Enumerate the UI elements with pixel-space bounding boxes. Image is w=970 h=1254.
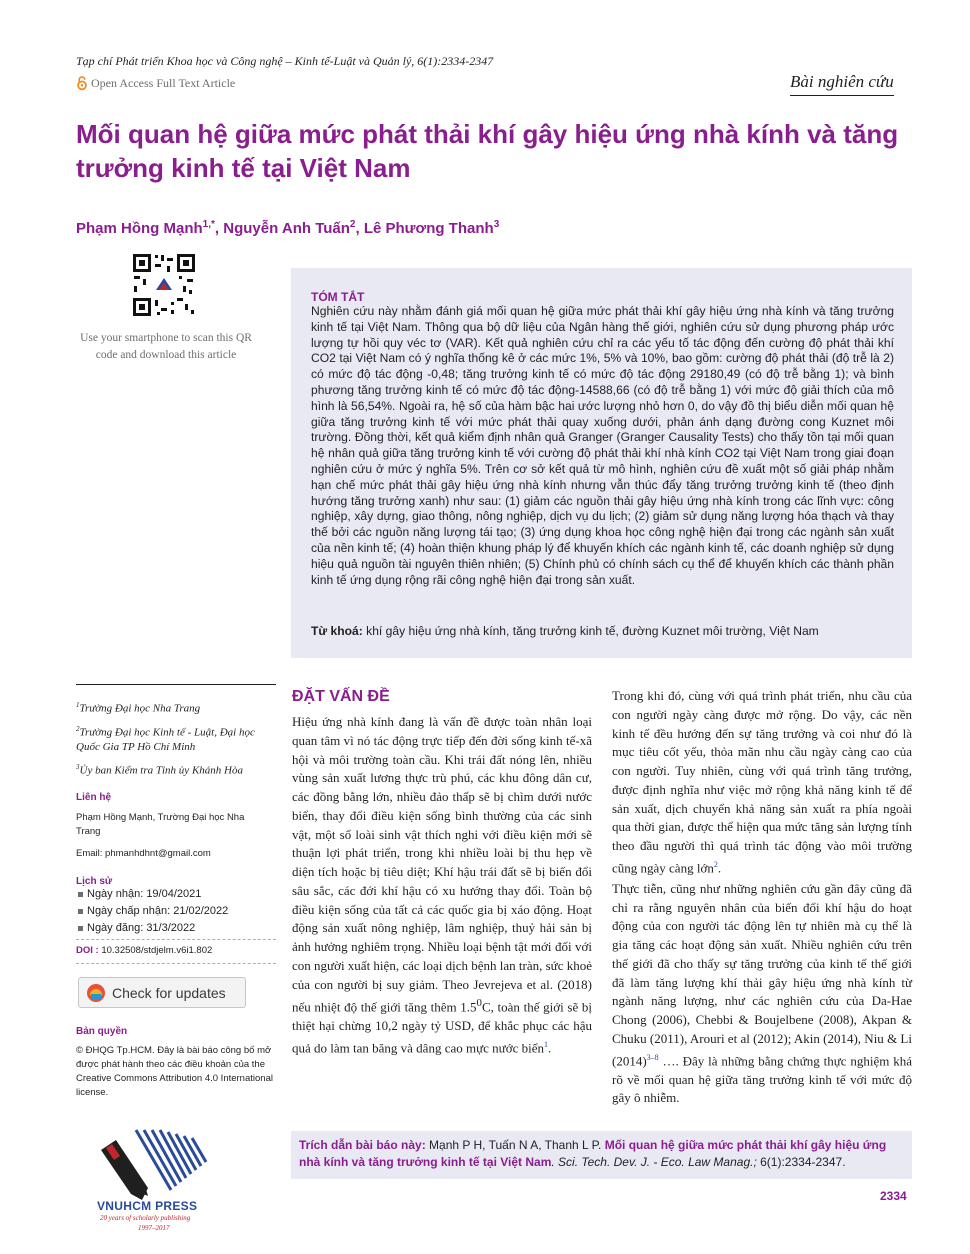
author-name: Lê Phương Thanh bbox=[363, 220, 494, 237]
sidebar-divider bbox=[76, 684, 276, 685]
article-title: Mối quan hệ giữa mức phát thải khí gây hiệu ứng nhà kính và tăng trưởng kinh tế tại Việt Nam bbox=[76, 119, 899, 183]
history-published bbox=[78, 920, 195, 936]
citation-article-title: Mối quan hệ giữa mức phát thải khí gây hiệu ứng nhà kính và tăng trưởng kinh tế tại Việt Nam bbox=[299, 1138, 887, 1169]
history-item: Ngày chấp nhận: 21/02/2022 bbox=[87, 905, 229, 917]
affiliation-text: Trường Đại học Kinh tế - Luật, Đại học Quốc Gia TP Hồ Chí Minh bbox=[76, 726, 255, 753]
keywords-label: Từ khoá: bbox=[311, 624, 363, 638]
affiliation-text: Trường Đại học Nha Trang bbox=[79, 702, 201, 715]
author-affiliation-mark: 1,* bbox=[202, 219, 215, 230]
bullet-icon bbox=[78, 892, 83, 897]
sidebar-dashed-divider bbox=[76, 963, 276, 964]
body-paragraph bbox=[612, 880, 912, 1108]
publisher-tagline: 20 years of scholarly publishing bbox=[100, 1214, 191, 1222]
body-column-right bbox=[612, 687, 912, 1108]
affiliation-1 bbox=[76, 698, 281, 716]
author-name: Phạm Hồng Mạnh bbox=[76, 220, 203, 237]
paragraph-text: . bbox=[717, 860, 722, 876]
author-separator: , bbox=[355, 220, 364, 237]
paragraph-text: …. Đây là những bằng chứng thực nghiệm khá rõ về mối quan hệ giữa tăng trưởng kinh tế với mức độ gây ô nhiễm. bbox=[612, 1052, 912, 1106]
degree-superscript: 0 bbox=[476, 997, 482, 1010]
reference-link[interactable]: 3–8 bbox=[646, 1052, 659, 1062]
article-type: Bài nghiên cứu bbox=[790, 72, 894, 96]
keywords bbox=[311, 623, 894, 639]
journal-citation-line: Tạp chí Phát triển Khoa học và Công nghệ – Kinh tế-Luật và Quản lý, 6(1):2334-2347 bbox=[76, 54, 494, 68]
citation-authors: Mạnh P H, Tuấn N A, Thanh L P. bbox=[425, 1138, 605, 1152]
doi-label: DOI : bbox=[76, 945, 99, 956]
publisher-years: 1997–2017 bbox=[138, 1224, 170, 1232]
contact-email[interactable]: Email: phmanhdhnt@gmail.com bbox=[76, 848, 211, 859]
page-number: 2334 bbox=[880, 1189, 907, 1203]
affiliation-2 bbox=[76, 722, 281, 754]
author-affiliation-mark: 3 bbox=[493, 219, 500, 230]
citation-label: Trích dẫn bài báo này: bbox=[299, 1138, 426, 1152]
doi-value[interactable]: 10.32508/stdjelm.v6i1.802 bbox=[101, 945, 213, 956]
copyright-text: © ĐHQG Tp.HCM. Đây là bài báo công bố mở được phát hành theo các điều khoản của the Creative Commons Attribution 4.0 International license. bbox=[76, 1045, 273, 1098]
citation-text bbox=[299, 1137, 906, 1171]
author-name: Nguyễn Anh Tuấn bbox=[223, 220, 350, 237]
check-for-updates-label: Check for updates bbox=[112, 984, 226, 1001]
contact-person: Phạm Hồng Mạnh, Trường Đại học Nha Trang bbox=[76, 812, 245, 837]
open-access-icon bbox=[76, 76, 88, 91]
author-affiliation-mark: 2 bbox=[349, 219, 356, 230]
section-heading: ĐẶT VẤN ĐỀ bbox=[292, 688, 390, 705]
citation-volume: 6(1):2334-2347. bbox=[756, 1155, 846, 1169]
paragraph-text: Thực tiễn, cũng như những nghiên cứu gần đây cũng đã chỉ ra rằng nguyên nhân của biến đổi khí hậu do hoạt động của con người tác động lên tự nhiên mà cụ thể là gia tăng các hoạt động sản xuất. Nhiều nghiên cứu trên thế giới đã cho thấy sự tăng trưởng của kinh tế thế giới đã làm tăng lượng khí thải gây hiệu ứng nhà kính từ ngành năng lượng, như các nghiên cứu của Da-Hae Chong (2006), Chebbi & Boujelbene (2008), Akpan & Chuku (2011), Arouri et al (2012); Akin (2014), Niu & Li (2014) bbox=[612, 880, 912, 1068]
open-access-label bbox=[76, 76, 235, 91]
publisher-name: VNUHCM PRESS bbox=[97, 1199, 198, 1213]
contact-heading: Liên hệ bbox=[76, 792, 112, 803]
history-accepted bbox=[78, 903, 228, 919]
author-separator: , bbox=[214, 220, 224, 237]
doi[interactable] bbox=[76, 945, 212, 956]
abstract-text: Nghiên cứu này nhằm đánh giá mối quan hệ giữa mức phát thải khí gây hiệu ứng nhà kính và tăng trưởng kinh tế tại Việt Nam. Thông qua bộ dữ liệu của Ngân hàng thế giới, nghiên cứu sử dụng phương pháp ước lượng tự hồi quy véc tơ (VAR). Kết quả nghiên cứu chỉ ra các yếu tố tác động đến cường độ phát thải khí CO2 tại Việt Nam có ý nghĩa thống kê ở các mức 1%, 5% và 10%, bao gồm: cường độ phát thải (độ trễ là 2) có mức độ tác động -0,48; tăng trưởng kinh tế có mức độ tác động 29180,49 (có độ trễ bằng 1); và bình phương tăng trưởng kinh tế có mức độ tác động-14588,66 (có độ trễ bằng 1) với mức độ giải thích của mô hình là 56,54%. Ngoài ra, hệ số của hàm bậc hai ước lượng nhỏ hơn 0, do vậy đồ thị biểu diễn mối quan hệ giữa tăng trưởng kinh tế với mức phát thải quay xuống dưới, phản ánh dạng đường cong Kuznet môi trường. Đồng thời, kết quả kiểm định nhân quả Granger (Granger Causality Tests) cho thấy tồn tại mối quan hệ nhân quả giữa tăng trưởng kinh tế với cường độ phát thải khí nhà kính CO2 tại Việt Nam trong giai đoạn nghiên cứu ở mức ý nghĩa 5%. Trên cơ sở kết quả từ mô hình, nghiên cứu đề xuất một số giải pháp nhằm hạn chế mức phát thải gây hiệu ứng nhà kính nhưng vẫn thúc đẩy tăng trưởng trưởng kinh tế (theo định hướng tăng trưởng xanh) như sau: (1) giảm các nguồn thải gây hiệu ứng nhà kính trong các lĩnh vực: công nghiệp, xây dựng, giao thông, nông nghiệp, dịch vụ du lịch; (2) giảm sử dụng năng lượng hóa thạch và thay thế bởi các nguồn năng lượng tái tạo; (3) ứng dụng khoa học công nghệ hiện đại trong các ngành sản xuất của nền kinh tế; (4) hoàn thiện khung pháp lý để khuyến khích các ngành kinh tế, các doanh nghiệp sử dụng hiệu quả nguồn tài nguyên thiên nhiên; (5) Chính phủ có chính sách cụ thể để khuyến khích các thành phần kinh tế ứng dụng rộng rãi công nghệ hiện đại trong sản xuất. bbox=[311, 304, 894, 587]
paragraph-text: Hiệu ứng nhà kính đang là vấn đề được toàn nhân loại quan tâm vì nó tác động trực tiếp đến đời sống kinh tế-xã hội và môi trường toàn cầu. Khi trái đất nóng lên, nhiều vùng sản xuất lương thực trù phú, các khu đông dân cư, các đồng bằng lớn, nhiều đảo thấp sẽ bị chìm dưới nước biển, thay đổi điều kiện sống bình thường của các sinh vật, một số loài sinh vật thích nghi với điều kiện mới sẽ thuận lợi phát triển, trong khi nhiều loài bị thu hẹp về diện tích hoặc bị tiêu diệt; Khí hậu trái đất sẽ bị biến đổi sâu sắc, các đới khí hậu có xu hướng thay đổi. Toàn bộ điều kiện sống của tất cả các quốc gia bị xáo động. Hoạt động sản xuất nông nghiệp, lâm nghiệp, thuỷ hải sản bị ảnh hưởng nghiêm trọng. Nhiều loại bệnh tật mới đối với con người xuất hiện, các loại dịch bệnh lan tràn, sức khoẻ của con người bị suy giảm. Theo Jevrejeva et al. (2018) nếu nhiệt độ thế giới tăng thêm 1.5 bbox=[292, 714, 593, 1015]
affiliation-text: Ủy ban Kiểm tra Tỉnh ủy Khánh Hòa bbox=[79, 764, 243, 777]
qr-caption: Use your smartphone to scan this QR code and download this article bbox=[80, 332, 252, 361]
body-column-left bbox=[292, 713, 592, 1058]
copyright-heading: Bản quyền bbox=[76, 1026, 128, 1037]
affiliation-3 bbox=[76, 760, 281, 778]
body-paragraph bbox=[612, 687, 912, 878]
history-item: Ngày nhận: 19/04/2021 bbox=[87, 888, 202, 900]
affiliation-mark: 3 bbox=[76, 763, 80, 771]
qr-code-icon[interactable] bbox=[131, 252, 197, 318]
author-list bbox=[76, 219, 499, 237]
paragraph-text: . bbox=[548, 1040, 552, 1056]
check-updates-icon bbox=[86, 983, 106, 1003]
sidebar-dashed-divider bbox=[76, 939, 276, 940]
history-heading: Lịch sử bbox=[76, 876, 113, 887]
keywords-text: khí gây hiệu ứng nhà kính, tăng trưởng kinh tế, đường Kuznet môi trường, Việt Nam bbox=[366, 624, 819, 638]
abstract-heading: TÓM TẮT bbox=[311, 290, 365, 304]
publisher-logo-icon bbox=[76, 1120, 226, 1240]
affiliation-mark: 1 bbox=[76, 701, 80, 709]
open-access-text: Open Access Full Text Article bbox=[91, 76, 236, 90]
paragraph-text: C, toàn thế giới sẽ bị thiệt hại chừng 10,2 ngày tỷ USD, để khắc phục các hậu quả do làm tan băng và dâng cao mực nước biển bbox=[292, 999, 592, 1056]
reference-link[interactable]: 2 bbox=[713, 859, 718, 869]
bullet-icon bbox=[78, 926, 83, 931]
paragraph-text: Trong khi đó, cùng với quá trình phát triển, nhu cầu của con người ngày càng được mở rộng. Do vậy, các nền kinh tế đều hướng đến sự tăng trưởng và coi như đó là mục tiêu cốt yếu, thỏa mãn nhu cầu ngày càng cao của con người. Tuy nhiên, cùng với quá trình tăng trưởng, được định nghĩa như việc mở rộng khả năng kinh tế để sản xuất, dịch chuyển khả năng sản xuất ra phía ngoài qua thời gian, được thể hiện qua mức tăng sản lượng tính theo đầu người thì quá trình tác động vào môi trường cũng ngày càng lớn bbox=[612, 688, 912, 876]
affiliation-mark: 2 bbox=[76, 725, 80, 733]
check-for-updates-button[interactable] bbox=[78, 977, 246, 1008]
history-item: Ngày đăng: 31/3/2022 bbox=[87, 922, 196, 934]
citation-journal: . Sci. Tech. Dev. J. - Eco. Law Manag.; bbox=[551, 1155, 757, 1169]
bullet-icon bbox=[78, 909, 83, 914]
reference-link[interactable]: 1 bbox=[544, 1040, 548, 1050]
body-paragraph bbox=[292, 713, 592, 1058]
history-received bbox=[78, 886, 201, 902]
